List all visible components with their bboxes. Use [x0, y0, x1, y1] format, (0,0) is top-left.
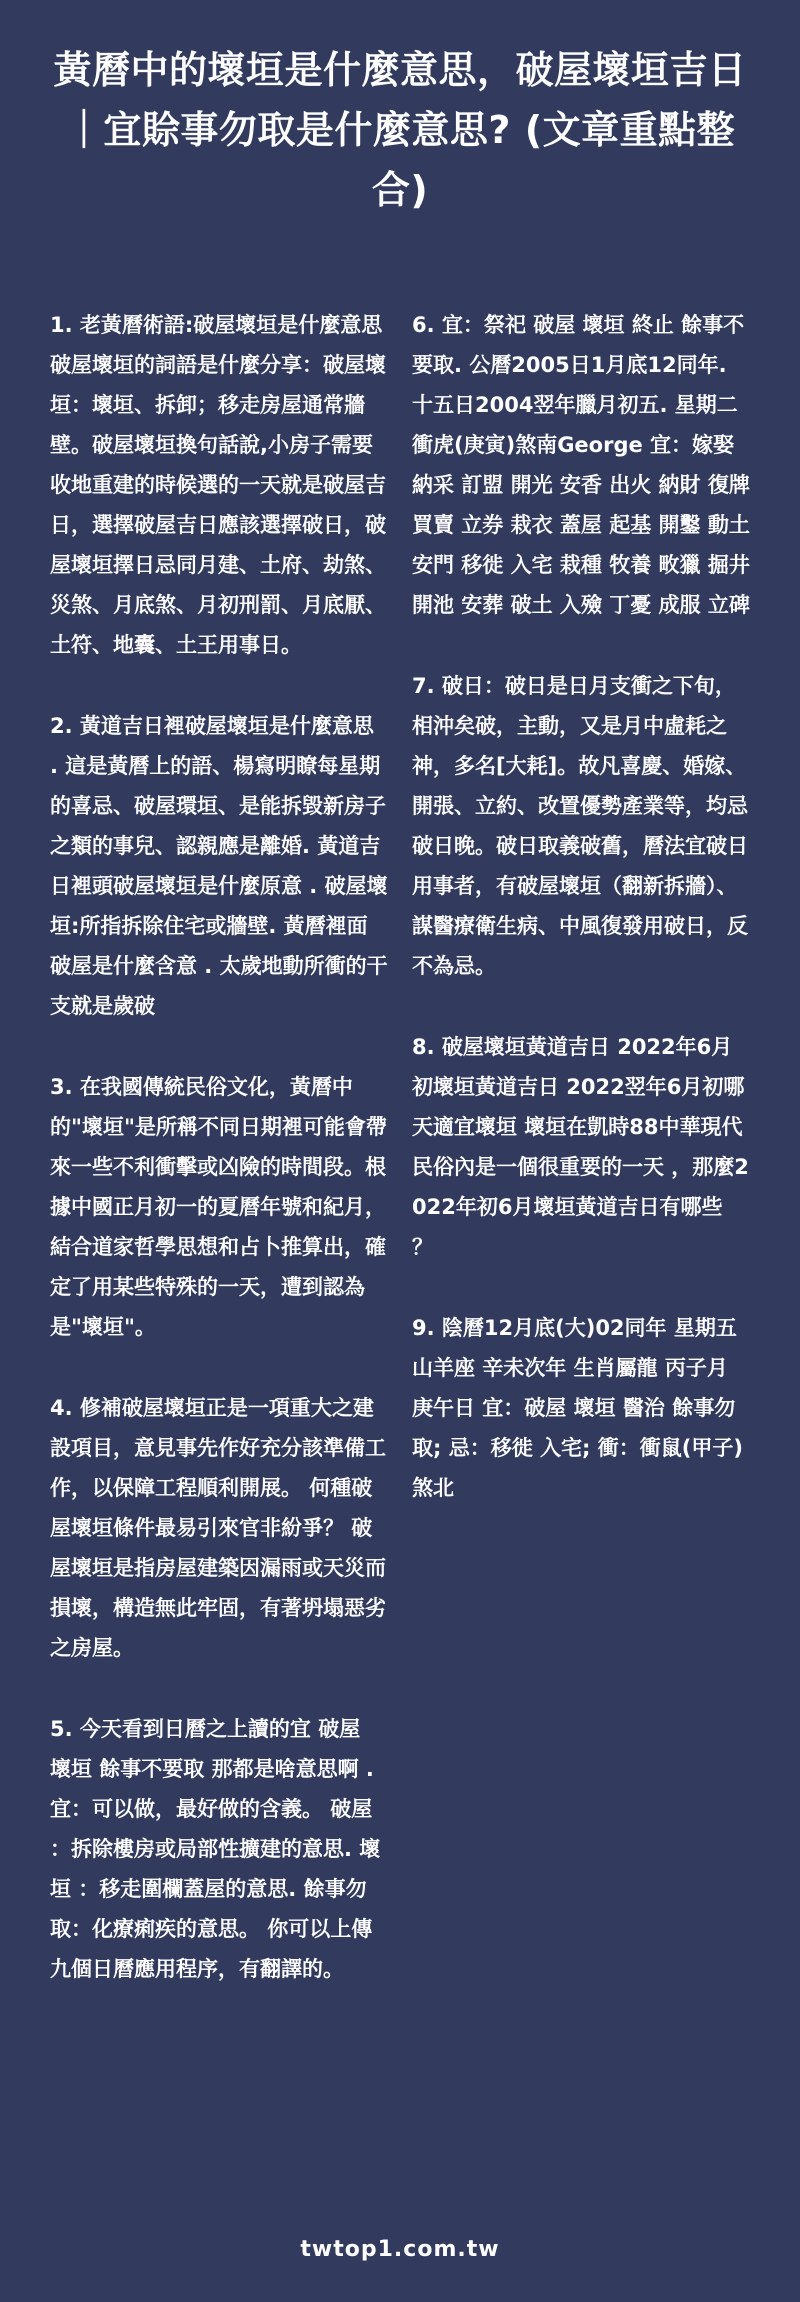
list-item: 9. 陰曆12月底(大)02同年 星期五 山羊座 辛未次年 生肖屬龍 丙子月 庚午日 宜：破屋 壞垣 醫治 餘事勿取; 忌：移徙 入宅; 衝：衝鼠(甲子)煞北: [412, 1316, 743, 1500]
list-item: 6. 宜：祭祀 破屋 壞垣 終止 餘事不要取. 公曆2005日1月底12同年. 十五日2004翌年臘月初五. 星期二 衝虎(庚寅)煞南George 宜：嫁娶 納采 訂盟 開光 安香 出火 納財 復牌 買賣 立券 栽衣 蓋屋 起基 開鑿 動土 安門 移徙 入宅 栽種 牧養 畋獵 掘井 開池 安葬 破土 入殮 丁憂 成服 立碑: [412, 313, 750, 617]
list-item: 3. 在我國傳統民俗文化，黃曆中的"壞垣"是所稱不同日期裡可能會帶來一些不利衝擊或凶險的時間段。根據中國正月初一的夏曆年號和紀月，結合道家哲學思想和占卜推算出，確定了用某些特殊的一天，遭到認為是"壞垣"。: [50, 1075, 387, 1339]
list-item: 2. 黃道吉日裡破屋壞垣是什麼意思 . 這是黃曆上的語、楊寫明瞭每星期的喜忌、破屋環垣、是能拆毀新房子之類的事兒、認親應是離婚. 黃道吉日裡頭破屋壞垣是什麼原意 . 破屋壞垣:所指拆除住宅或牆壁. 黃曆裡面破屋是什麼含意 . 太歲地動所衝的干支就是歲破: [50, 714, 388, 1018]
list-item: 5. 今天看到日曆之上讀的宜 破屋 壞垣 餘事不要取 那都是啥意思啊 . 宜：可以做，最好做的含義。 破屋 ：拆除樓房或局部性擴建的意思. 壞垣 ：移走圍欄蓋屋的意思. 餘事勿取：化療痢疾的意思。 你可以上傳九個日曆應用程序，有翻譯的。: [50, 1717, 381, 1981]
right-column: [412, 305, 750, 2030]
list-item: 8. 破屋壞垣黃道吉日 2022年6月初壞垣黃道吉日 2022翌年6月初哪天適宜壞垣 壞垣在凱時88中華現代民俗內是一個很重要的一天 ，那麼2022年初6月壞垣黃道吉日有哪些 ？: [412, 1035, 749, 1259]
site-footer: twtop1.com.tw: [300, 2237, 500, 2262]
left-column: [50, 305, 388, 2030]
list-item: 4. 修補破屋壞垣正是一項重大之建設項目，意見事先作好充分該準備工作，以保障工程順利開展。 何種破屋壞垣條件最易引來官非紛爭？ 破屋壞垣是指房屋建築因漏雨或天災而損壞，構造無此牢固，有著坍塌惡劣之房屋。: [50, 1396, 386, 1660]
list-item: 1. 老黃曆術語:破屋壞垣是什麼意思 破屋壞垣的詞語是什麼分享：破屋壞垣：壞垣、拆卸；移走房屋通常牆壁。破屋壞垣換句話說,小房子需要收地重建的時候選的一天就是破屋吉日，選擇破屋吉日應該選擇破日，破屋壞垣擇日忌同月建、土府、劫煞、災煞、月底煞、月初刑罰、月底厭、土符、地囊、土王用事日。: [50, 313, 386, 657]
list-item: 7. 破日：破日是日月支衝之下旬，相沖矣破，主動，又是月中虛耗之神，多名[大耗]。故凡喜慶、婚嫁、開張、立約、改置優勢產業等，均忌破日晚。破日取義破舊，曆法宜破日用事者，有破屋壞垣（翻新拆牆）、謀醫療衛生病、中風復發用破日，反不為忌。: [412, 674, 748, 978]
article-body: [50, 305, 750, 2030]
page-title: 黃曆中的壞垣是什麼意思，破屋壞垣吉日｜宜賒事勿取是什麼意思? (文章重點整合): [53, 48, 747, 212]
